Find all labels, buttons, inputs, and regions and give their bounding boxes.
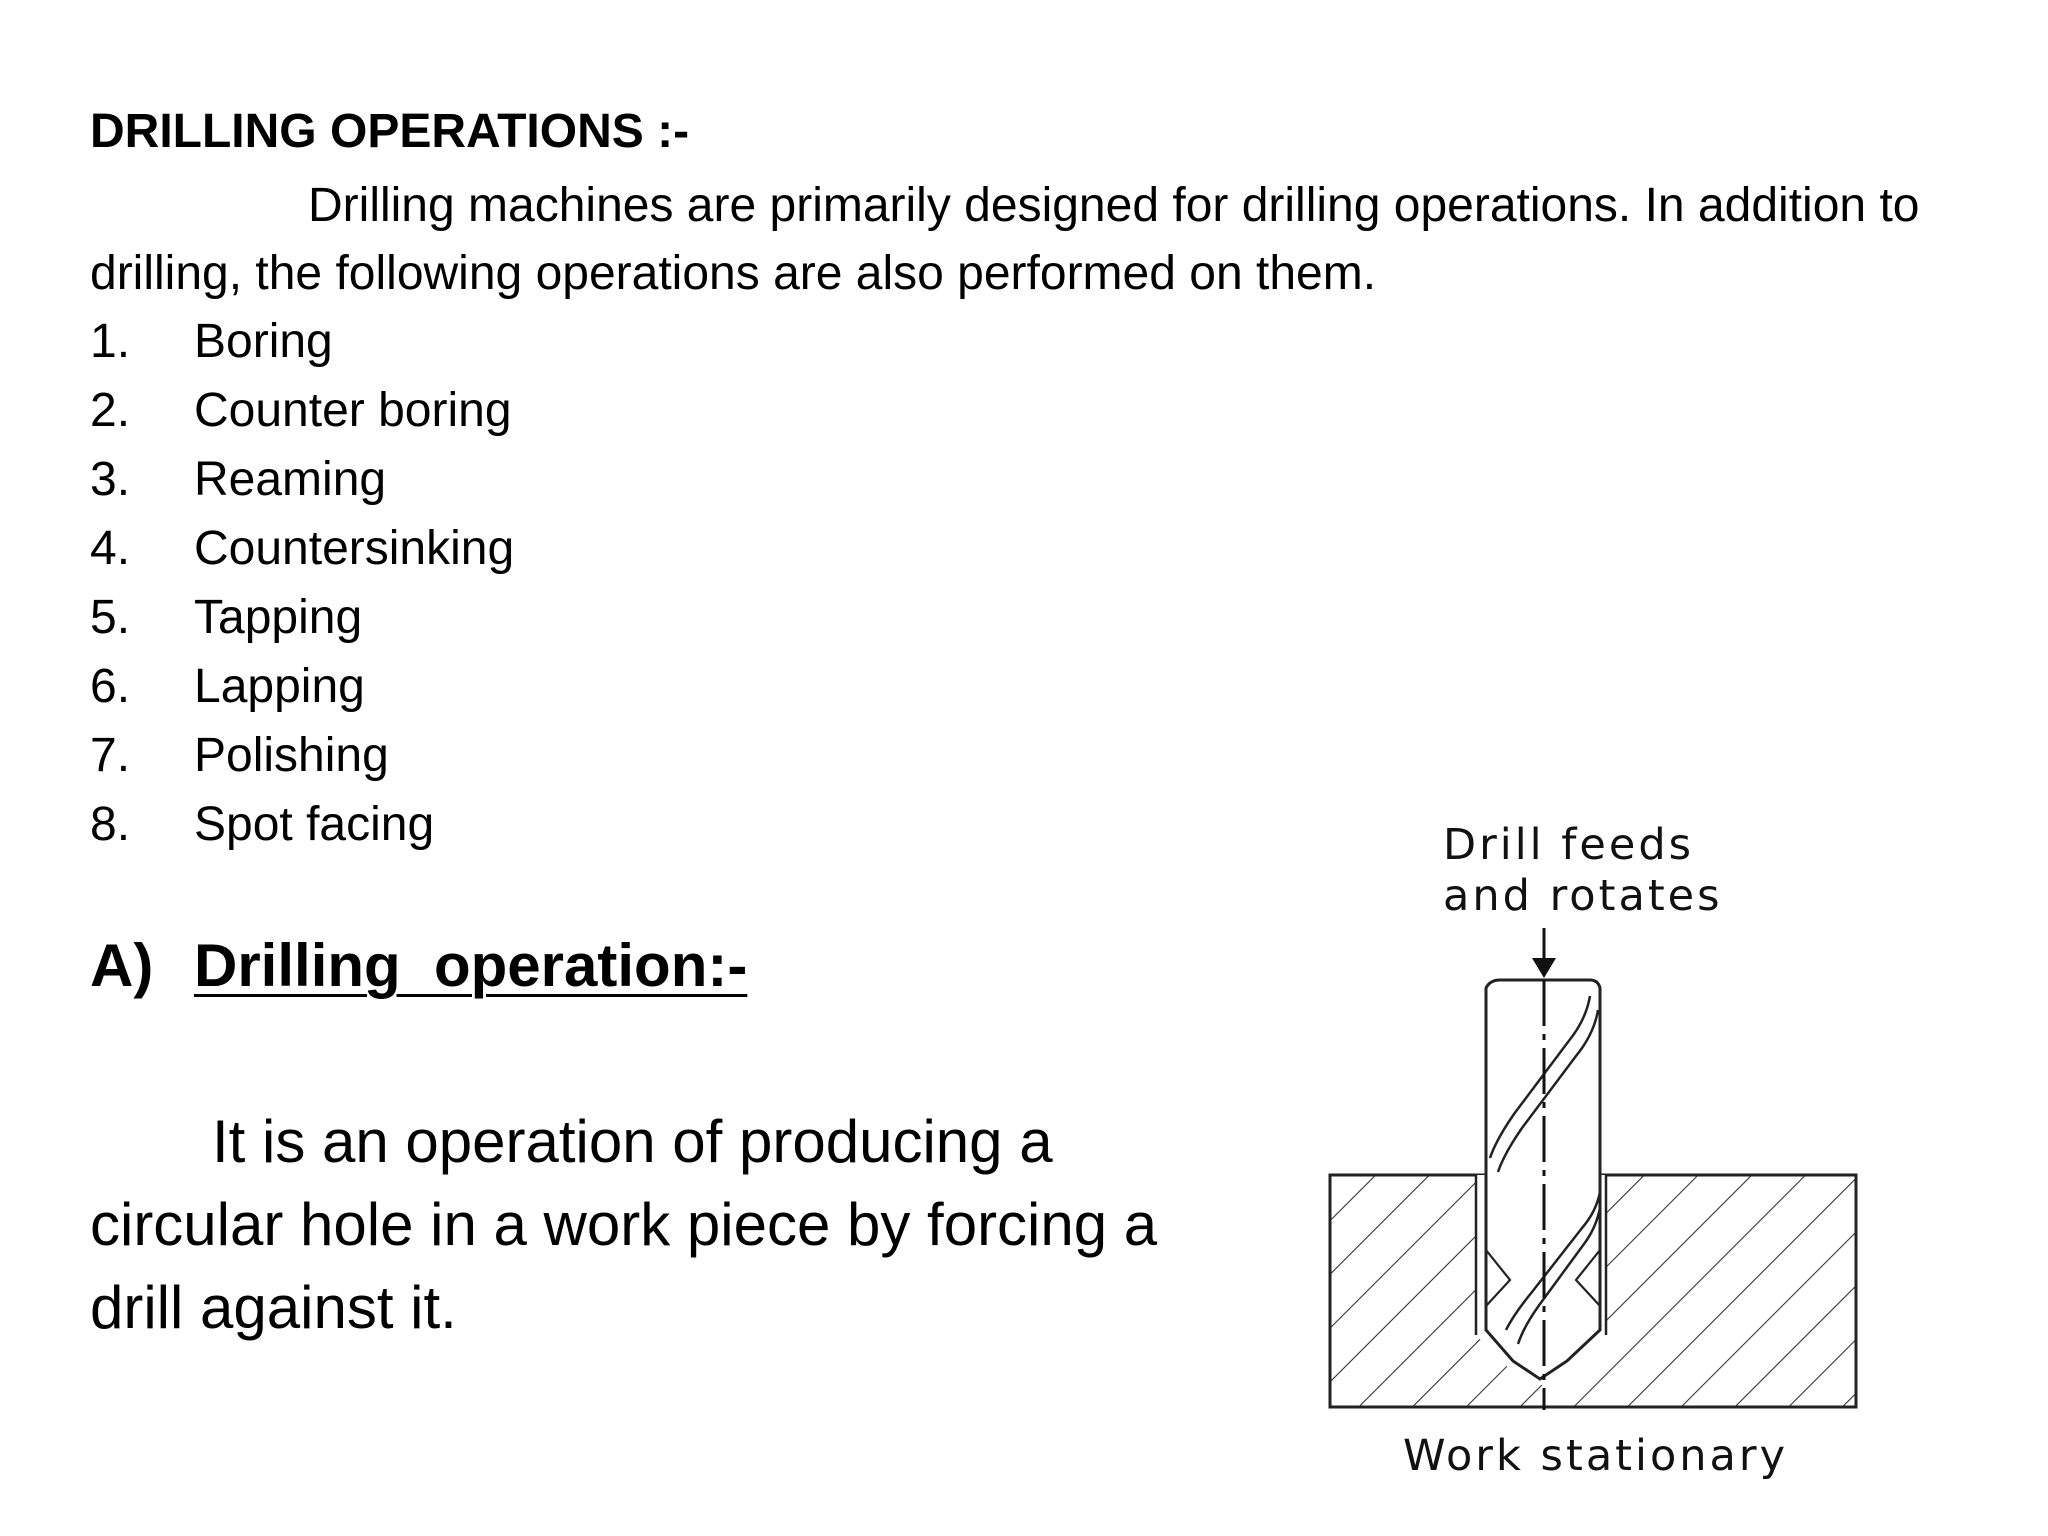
list-item <box>90 721 514 790</box>
drill-diagram-graphic <box>1300 820 1900 1500</box>
list-item-number: 3. <box>90 453 131 506</box>
list-item-label: Lapping <box>194 660 365 713</box>
list-item-label: Spot facing <box>194 798 435 851</box>
list-item-label: Reaming <box>194 453 387 506</box>
list-item <box>90 583 514 652</box>
list-item-number: 2. <box>90 384 131 437</box>
list-item-label: Tapping <box>194 591 363 644</box>
list-item-label: Polishing <box>194 729 389 782</box>
drill-feeds-label-line2: and rotates <box>1443 871 1723 921</box>
drill-bit <box>1476 980 1606 1385</box>
drill-feeds-label-line1: Drill feeds <box>1443 820 1695 870</box>
list-item <box>90 652 514 721</box>
slide-heading: DRILLING OPERATIONS :- <box>90 105 690 158</box>
list-item-number: 6. <box>90 660 131 713</box>
list-item <box>90 307 514 376</box>
section-marker: A) <box>90 932 154 999</box>
list-item-label: Countersinking <box>194 522 515 575</box>
section-title <box>90 930 747 1002</box>
list-item-number: 8. <box>90 798 131 851</box>
list-item <box>90 514 514 583</box>
section-title-text: Drilling operation:- <box>194 932 748 999</box>
definition-text: It is an operation of producing a circular hole in a work piece by forcing a drill against it. <box>90 1108 1158 1341</box>
list-item <box>90 445 514 514</box>
list-item <box>90 376 514 445</box>
list-item-number: 7. <box>90 729 131 782</box>
operations-list <box>90 307 514 859</box>
list-item-number: 5. <box>90 591 131 644</box>
list-item-label: Boring <box>194 315 333 368</box>
drilling-diagram <box>1300 820 1900 1500</box>
intro-text: Drilling machines are primarily designed for drilling operations. In addition to drilling, the following operations are also performed on them. <box>90 179 1920 300</box>
list-item <box>90 790 514 859</box>
intro-paragraph <box>90 172 1970 308</box>
list-item-number: 1. <box>90 315 131 368</box>
list-item-label: Counter boring <box>194 384 512 437</box>
work-stationary-label: Work stationary <box>1403 1431 1789 1481</box>
definition-paragraph <box>90 1100 1170 1349</box>
list-item-number: 4. <box>90 522 131 575</box>
